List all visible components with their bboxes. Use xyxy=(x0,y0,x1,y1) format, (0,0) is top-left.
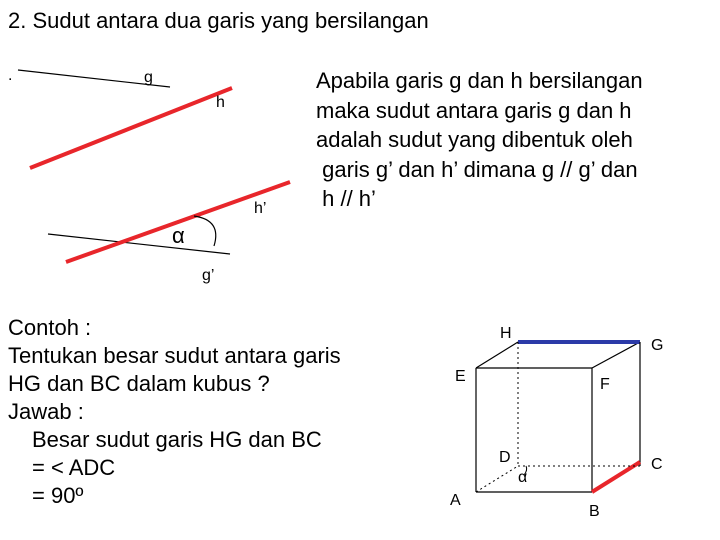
line-h-prime xyxy=(66,182,290,262)
example-line: Jawab : xyxy=(8,399,84,424)
cube-label-alpha: α xyxy=(518,469,528,486)
cube-label-a: A xyxy=(450,492,461,509)
label-g-prime: g’ xyxy=(202,267,215,284)
edge-eh xyxy=(476,342,518,368)
example-line: HG dan BC dalam kubus ? xyxy=(8,371,270,396)
example-line: = 90º xyxy=(32,483,84,508)
skew-lines-diagram xyxy=(8,67,290,284)
edge-ad xyxy=(476,466,518,492)
angle-arc xyxy=(194,216,216,246)
label-g: g xyxy=(144,69,153,86)
label-h: h xyxy=(216,94,225,111)
label-h-prime: h’ xyxy=(254,200,267,217)
cube-label-h: H xyxy=(500,325,512,342)
cube-label-c: C xyxy=(651,456,663,473)
description-line: adalah sudut yang dibentuk oleh xyxy=(316,127,633,152)
cube-label-b: B xyxy=(589,503,600,520)
description-line: garis g’ dan h’ dimana g // g’ dan xyxy=(316,156,638,182)
example-line: = < ADC xyxy=(32,455,116,480)
label-dot: . xyxy=(8,67,13,84)
label-alpha: α xyxy=(172,223,185,248)
cube-diagram xyxy=(450,325,663,520)
line-h xyxy=(30,88,232,168)
description-line: maka sudut antara garis g dan h xyxy=(316,97,632,123)
cube-label-f: F xyxy=(600,376,610,393)
description-line: Apabila garis g dan h bersilangan xyxy=(316,68,643,93)
cube-label-d: D xyxy=(499,449,511,466)
edge-fg xyxy=(592,342,640,368)
example-line: Contoh : xyxy=(8,315,92,340)
cube-label-e: E xyxy=(455,368,466,385)
description-line: h // h’ xyxy=(316,186,376,211)
cube-label-g: G xyxy=(651,337,664,354)
example-line: Besar sudut garis HG dan BC xyxy=(32,427,322,452)
slide-title: 2. Sudut antara dua garis yang bersilangan xyxy=(8,8,429,33)
example-line: Tentukan besar sudut antara garis xyxy=(8,343,341,368)
